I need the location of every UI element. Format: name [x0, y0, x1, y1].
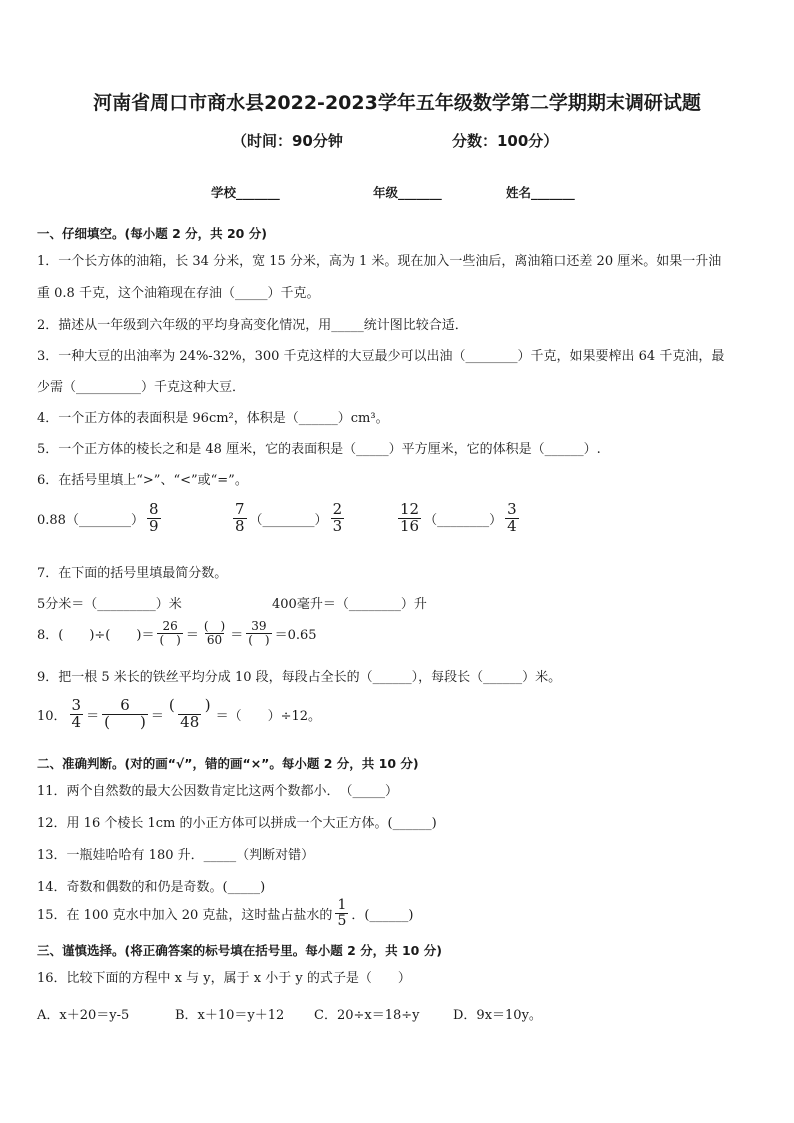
- denominator: 4: [507, 516, 517, 535]
- question-7-item-b: 400毫升＝（________）升: [272, 597, 427, 612]
- exam-time: （时间：90分钟: [232, 132, 343, 150]
- fraction: [335, 898, 348, 928]
- school-field[interactable]: 学校_______: [211, 185, 280, 200]
- fraction: [167, 698, 213, 731]
- comparison-left: 0.88（________）: [37, 512, 144, 528]
- equals-sign: ＝: [150, 708, 164, 724]
- numerator: 2: [332, 500, 343, 518]
- equals-sign: ＝: [230, 627, 244, 643]
- option-a[interactable]: A．x＋20＝y-5: [37, 1008, 130, 1023]
- denominator: 3: [332, 516, 343, 535]
- question-7: 7．在下面的括号里填最简分数。: [37, 566, 228, 581]
- grade-field[interactable]: 年级_______: [373, 185, 442, 200]
- fraction: [398, 502, 421, 535]
- comparison-blank: （________）: [424, 512, 503, 528]
- section-heading-judgement: 二、准确判断。(对的画“√”，错的画“×”。每小题 2 分，共 10 分): [37, 756, 419, 771]
- denominator: 16: [400, 516, 420, 535]
- fraction: [202, 620, 227, 646]
- question-8: [37, 620, 317, 646]
- denominator: 9: [148, 516, 159, 535]
- question-6-item-a: [37, 502, 164, 535]
- page-title: 河南省周口市商水县2022-2023学年五年级数学第二学期期末调研试题: [93, 92, 701, 114]
- question-13: 13．一瓶娃哈哈有 180 升．_____（判断对错）: [37, 848, 315, 863]
- numerator: ( ): [168, 696, 211, 714]
- exam-score: 分数：100分）: [452, 132, 559, 150]
- section-heading-choice: 三、谨慎选择。(将正确答案的标号填在括号里。每小题 2 分，共 10 分): [37, 943, 442, 958]
- numerator: 39: [251, 619, 267, 633]
- denominator: ( ): [159, 632, 181, 647]
- option-c[interactable]: C．20÷x＝18÷y: [314, 1008, 420, 1023]
- option-d[interactable]: D．9x＝10y。: [453, 1008, 542, 1023]
- equals-sign: ＝: [86, 708, 100, 724]
- denominator: 8: [235, 516, 245, 535]
- fraction: [157, 620, 182, 646]
- question-14: 14．奇数和偶数的和仍是奇数。(_____): [37, 880, 266, 895]
- question-5: 5．一个正方体的棱长之和是 48 厘米，它的表面积是（_____）平方厘米，它的体积是（______）.: [37, 442, 601, 457]
- fraction: [233, 502, 247, 535]
- name-field[interactable]: 姓名_______: [506, 185, 575, 200]
- fraction: [102, 698, 148, 731]
- numerator: 3: [507, 500, 517, 518]
- q8-suffix: ＝0.65: [274, 627, 317, 643]
- question-11: 11．两个自然数的最大公因数肯定比这两个数都小． （_____）: [37, 784, 399, 799]
- numerator: 6: [120, 696, 130, 714]
- q15-suffix: ．(______): [351, 907, 414, 923]
- numerator: 1: [337, 897, 347, 913]
- section-heading-fill-blank: 一、仔细填空。(每小题 2 分，共 20 分): [37, 226, 267, 241]
- question-12: 12．用 16 个棱长 1cm 的小正方体可以拼成一个大正方体。(______): [37, 816, 437, 831]
- denominator: 4: [71, 712, 82, 731]
- fraction: [147, 502, 161, 535]
- numerator: 12: [400, 500, 420, 518]
- q10-suffix: ＝（ ）÷12。: [215, 708, 321, 724]
- question-3-line2: 少需（__________）千克这种大豆．: [37, 380, 246, 395]
- question-1-line2: 重 0.8 千克，这个油箱现在存油（_____）千克。: [37, 286, 320, 301]
- question-6-item-b: [230, 502, 347, 535]
- equals-sign: ＝: [185, 627, 199, 643]
- fraction: [246, 620, 271, 646]
- denominator: 5: [337, 912, 347, 929]
- question-6: 6．在括号里填上“>”、“<”或“=”。: [37, 473, 248, 488]
- question-9: 9．把一根 5 米长的铁丝平均分成 10 段，每段占全长的（______），每段长（______）米。: [37, 670, 562, 685]
- option-b[interactable]: B．x＋10＝y＋12: [175, 1008, 285, 1023]
- denominator: 60: [206, 632, 223, 647]
- fraction: [505, 502, 519, 535]
- denominator: 48: [180, 712, 200, 731]
- denominator: ( ): [104, 712, 146, 731]
- numerator: 7: [235, 500, 245, 518]
- fraction: [331, 502, 345, 535]
- q15-prefix: 15．在 100 克水中加入 20 克盐，这时盐占盐水的: [37, 907, 333, 923]
- numerator: 26: [162, 619, 178, 633]
- question-10: [37, 698, 321, 731]
- q8-prefix: 8．( )÷( )＝: [37, 627, 155, 643]
- question-6-item-c: [395, 502, 522, 535]
- denominator: ( ): [248, 632, 270, 647]
- question-1-line1: 1．一个长方体的油箱，长 34 分米，宽 15 分米，高为 1 米。现在加入一些油后，离油箱口还差 20 厘米。如果一升油: [37, 254, 722, 269]
- question-7-item-a: 5分米＝（_________）米: [37, 597, 182, 612]
- comparison-blank: （________）: [249, 512, 328, 528]
- numerator: ( ): [203, 619, 226, 633]
- q10-prefix: 10．: [37, 708, 67, 724]
- question-3-line1: 3．一种大豆的出油率为 24%-32%，300 千克这样的大豆最少可以出油（________）千克，如果要榨出 64 千克油，最: [37, 349, 725, 364]
- question-15: [37, 898, 414, 928]
- question-16: 16．比较下面的方程中 x 与 y，属于 x 小于 y 的式子是（ ）: [37, 971, 411, 986]
- numerator: 3: [71, 696, 82, 714]
- fraction: [70, 698, 84, 731]
- question-2: 2．描述从一年级到六年级的平均身高变化情况，用_____统计图比较合适．: [37, 318, 468, 333]
- question-4: 4．一个正方体的表面积是 96cm²，体积是（______）cm³。: [37, 411, 389, 426]
- numerator: 8: [148, 500, 159, 518]
